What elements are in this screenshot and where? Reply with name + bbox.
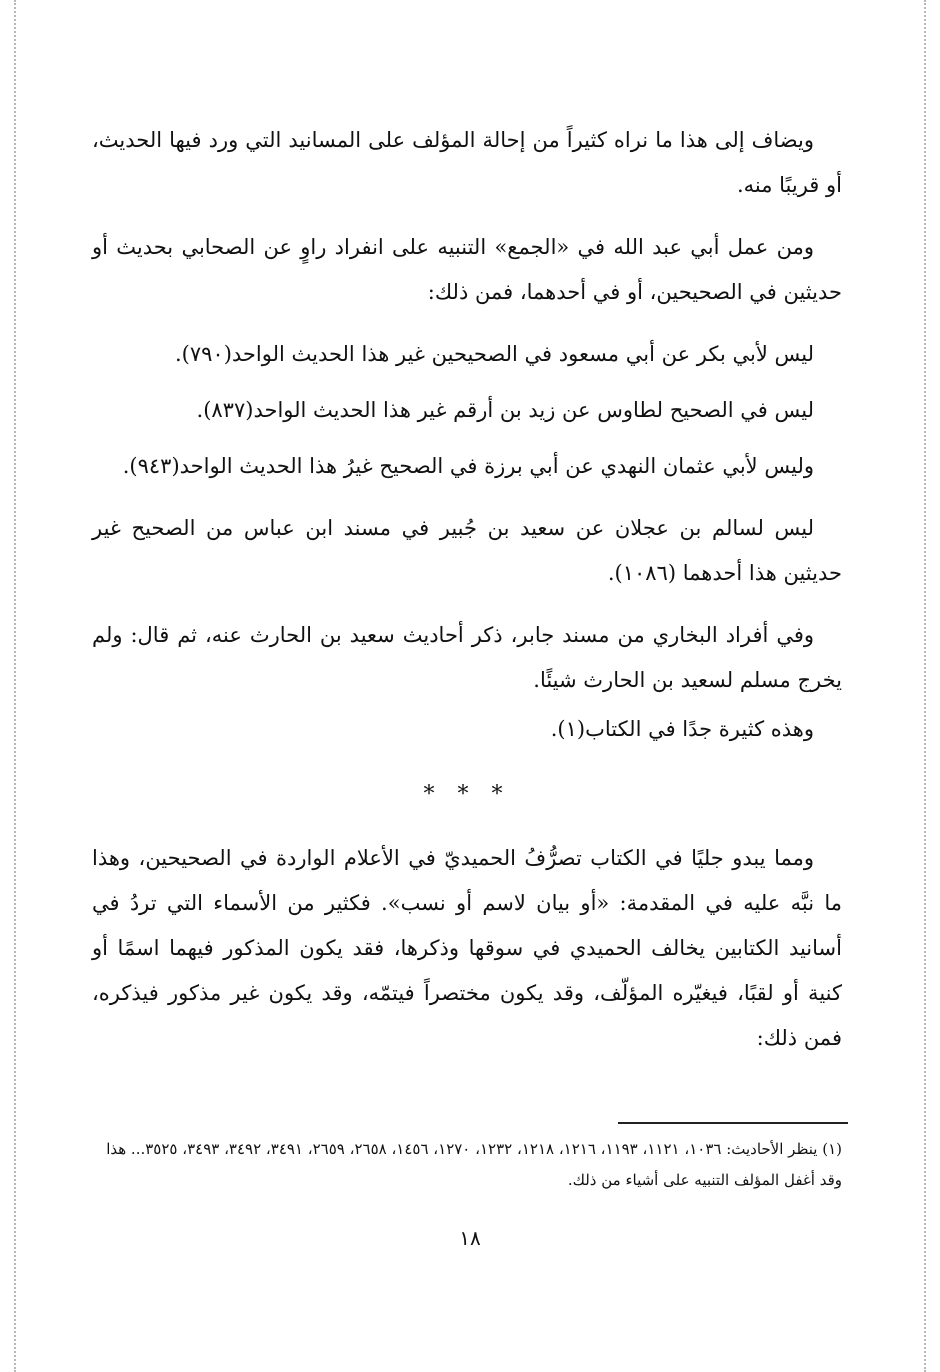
paragraph-bukhari: وفي أفراد البخاري من مسند جابر، ذكر أحاديث سعيد بن الحارث عنه، ثم قال: ولم يخرج مسلم لسعيد بن الحارث شيئًا. xyxy=(92,623,842,692)
page-body xyxy=(92,118,842,1078)
section-ornament: * * * xyxy=(423,782,511,807)
example-line-4: ليس لسالم بن عجلان عن سعيد بن جُبير في مسند ابن عباس من الصحيح غير حديثين هذا أحدهما (١٠٨٦). xyxy=(92,516,842,585)
paragraph-jam-note: ومن عمل أبي عبد الله في «الجمع» التنبيه على انفراد راوٍ عن الصحابي بحديث أو حديثين في الصحيحين، أو في أحدهما، فمن ذلك: xyxy=(92,235,842,304)
footnote: (١) ينظر الأحاديث: ١٠٣٦، ١١٢١، ١١٩٣، ١٢١٦، ١٢١٨، ١٢٣٢، ١٢٧٠، ١٤٥٦، ٢٦٥٨، ٢٦٥٩، ٣٤٩١، ٣٤٩٢، ٣٤٩٣، ٣٥٢٥... هذا وقد أغفل المؤلف التنبيه على أشياء من ذلك. xyxy=(106,1140,842,1189)
example-line-3: وليس لأبي عثمان النهدي عن أبي برزة في الصحيح غيرُ هذا الحديث الواحد(٩٤٣). xyxy=(122,454,814,478)
paragraph-intro: ويضاف إلى هذا ما نراه كثيراً من إحالة المؤلف على المسانيد التي ورد فيها الحديث، أو قريبًا منه. xyxy=(92,128,842,197)
footnote-separator xyxy=(618,1122,848,1124)
page-number: ١٨ xyxy=(459,1226,481,1250)
page-edge-left xyxy=(14,0,16,1372)
example-line-1: ليس لأبي بكر عن أبي مسعود في الصحيحين غير هذا الحديث الواحد(٧٩٠). xyxy=(174,342,814,366)
page-edge-right xyxy=(924,0,926,1372)
paragraph-many: وهذه كثيرة جدًا في الكتاب(١). xyxy=(550,717,814,741)
example-line-2: ليس في الصحيح لطاوس عن زيد بن أرقم غير هذا الحديث الواحد(٨٣٧). xyxy=(196,398,814,422)
paragraph-names: ومما يبدو جليًا في الكتاب تصرُّفُ الحميديّ في الأعلام الواردة في الصحيحين، وهذا ما نبَّه عليه في المقدمة: «أو بيان لاسم أو نسب». فكثير من الأسماء التي تردُ في أسانيد الكتابين يخالف الحميدي في سوقها وذكرها، فقد يكون المذكور فيهما اسمًا أو كنية أو لقبًا، فيغيّره المؤلّف، وقد يكون مختصراً فيتمّه، وقد يكون غير مذكور فيذكره، فمن ذلك: xyxy=(92,846,842,1050)
